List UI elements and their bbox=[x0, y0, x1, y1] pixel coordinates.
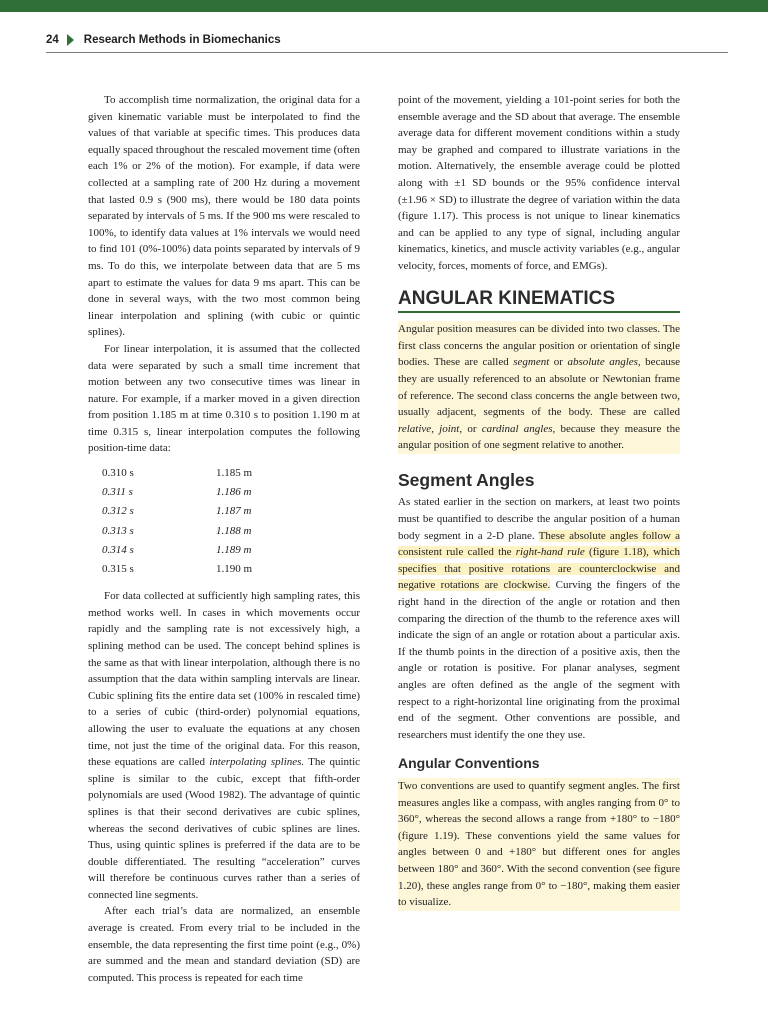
table-row bbox=[102, 484, 252, 503]
section-heading-segment-angles: Segment Angles bbox=[398, 469, 535, 490]
table-row bbox=[102, 523, 252, 542]
paragraph: For linear interpolation, it is assumed that the collected data were separated by such a small time increment that motion between any two consecutive times was linear in nature. For example, if a marker moved in a given direction from position 1.185 m at time 0.310 s to position 1.190 m at time 0.315 s, linear interpolation computes the following position-time data: bbox=[88, 342, 360, 455]
position-cell: 1.190 m bbox=[216, 563, 253, 575]
subsection-heading-angular-conventions: Angular Conventions bbox=[398, 755, 540, 772]
right-column bbox=[398, 92, 680, 911]
position-cell: 1.188 m bbox=[216, 524, 252, 537]
time-cell: 0.312 s bbox=[102, 505, 134, 518]
paragraph: As stated earlier in the section on markers, at least two points must be quantified to describe the angular position of a human body segment in a 2-D plane. These absolute angles follow a consistent rule called the right-hand rule (figure 1.18), which specifies that positive rotations are counterclockwise and negative rotations are clockwise. Curving the fingers of the right hand in the direction of the angle or rotation and then comparing the direction of the thumb to the reference axes will indicate the sign of an angle or rotation about a particular axis. If the thumb points in the direction of a positive axis, then the angle or rotation is positive. For planar analyses, segment angles are often defined as the angle of the segment with respect to a right-horizontal line originating from the proximal end of the segment. Other conventions are possible, and researchers must identify the one they use. bbox=[398, 496, 680, 741]
time-cell: 0.310 s bbox=[102, 467, 134, 480]
book-title: Research Methods in Biomechanics bbox=[83, 34, 281, 46]
paragraph: After each trial’s data are normalized, an ensemble average is created. From every trial to be included in the ensemble, the data representing the first time point (e.g., 0%) are summed and the mean and standard deviation (SD) are computed. This process is repeated for each time bbox=[88, 905, 360, 984]
page-number: 24 bbox=[46, 34, 59, 46]
highlighted-paragraph: Angular position measures can be divided into two classes. The first class concerns the angular position or orientation of single bodies. These are called segment or absolute angles, because they are usually referenced to an absolute or Newtonian frame of reference. The second class concerns the angle between two, usually adjacent, segments of the body. These are called relative, joint, or cardinal angles, because they measure the angular position of one segment relative to another. bbox=[398, 321, 680, 454]
table-row bbox=[102, 503, 252, 522]
position-cell: 1.185 m bbox=[216, 467, 253, 480]
time-cell: 0.314 s bbox=[102, 543, 134, 556]
triangle-marker-icon bbox=[67, 34, 74, 46]
time-cell: 0.311 s bbox=[102, 486, 133, 499]
highlighted-paragraph: Two conventions are used to quantify segment angles. The first measures angles like a compass, with angles ranging from 0° to 360°, whereas the second allows a range from +180° to −180° (figure 1.19). These conventions yield the same values for angles between 0 and +180° but different ones for angles between 180° and 360°. With the second convention (see figure 1.20), these angles range from 0° to −180°, making them easier to visualize. bbox=[398, 778, 680, 911]
table-row bbox=[102, 542, 252, 561]
section-heading-angular-kinematics: ANGULAR KINEMATICS bbox=[398, 291, 680, 314]
left-column bbox=[88, 92, 360, 986]
position-time-table bbox=[102, 465, 252, 580]
position-cell: 1.186 m bbox=[216, 486, 252, 499]
header-rule bbox=[46, 52, 728, 53]
table-row bbox=[102, 561, 252, 580]
paragraph: For data collected at sufficiently high sampling rates, this method works well. In cases in which movements occur rapidly and the sampling rate is not excessively high, a splining method can be used. The concept behind splines is the same as that with linear interpolation, although there is no assumption that the data within sampling intervals are linear. Cubic splining fits the entire data set (100% in rescaled time) to a series of cubic (third-order) polynomial equations, allowing the user to evaluate the equations at any chosen time, not just the time of the original data. For this reason, these equations are called interpolating splines. The quintic spline is similar to the cubic, except that fifth-order polynomials are used (Wood 1982). The advantage of quintic splines is that their second derivatives are cubic splines, whereas the second derivatives of cubic splines are lines. Thus, using quintic splines is preferred if the data are to be double differentiated. The resulting “acceleration” curves will therefore be continuous curves rather than a series of connected line segments. bbox=[88, 590, 361, 901]
time-cell: 0.313 s bbox=[102, 524, 134, 537]
paragraph: point of the movement, yielding a 101-point series for both the ensemble average and the SD about that average. The ensemble average data for different movement conditions within a study may be graphed and compared to illustrate variations in the motion. Alternatively, the ensemble average could be plotted along with ±1 SD bounds or the 95% confidence interval (±1.96 × SD) to illustrate the degree of variation within the data (figure 1.17). This process is not unique to linear kinematics and can be applied to any type of signal, including angular kinematics, kinetics, and muscle activity variables (e.g., angular velocity, forces, moments of force, and EMGs). bbox=[398, 94, 680, 272]
top-color-bar bbox=[0, 0, 768, 12]
running-header bbox=[46, 34, 281, 46]
position-cell: 1.187 m bbox=[216, 505, 252, 518]
position-cell: 1.189 m bbox=[216, 543, 252, 556]
table-row bbox=[102, 465, 252, 484]
time-cell: 0.315 s bbox=[102, 563, 134, 575]
paragraph: To accomplish time normalization, the original data for a given kinematic variable must be interpolated to find the values of that variable at specific times. This produces data equally spaced throughout the rescaled movement time (often each 1% or 2% of the motion). For example, if data were collected at a sampling rate of 200 Hz during a movement that lasted 0.9 s (900 ms), there would be 180 data points separated by intervals of 5 ms. If the 900 ms were rescaled to 100%, to identify data values at 1% intervals we would need to find 101 (0%-100%) data points separated by intervals of 9 ms. To do this, we interpolate between data that are 5 ms apart to estimate the values for data 9 ms apart. This can be done in several ways, with the two most common being linear interpolation and splining (with cubic or quintic splines). bbox=[88, 94, 360, 339]
